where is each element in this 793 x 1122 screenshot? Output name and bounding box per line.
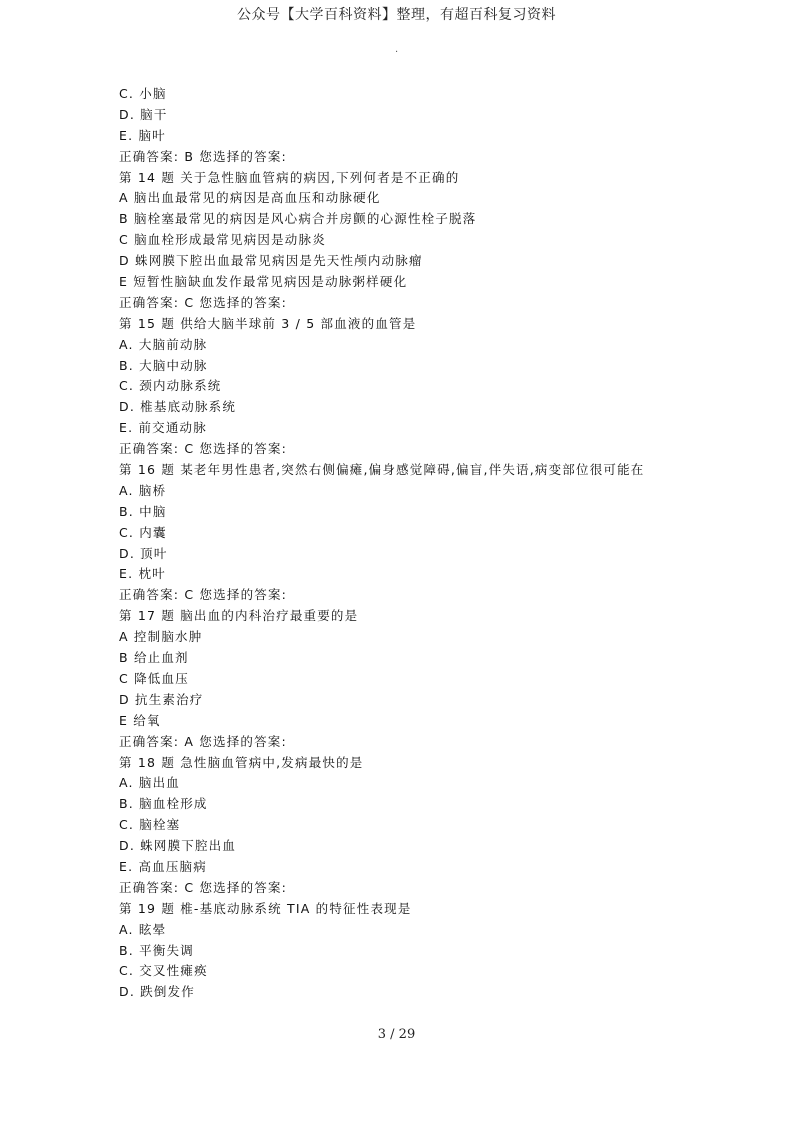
text-line: 正确答案: C 您选择的答案: — [119, 441, 288, 457]
text-line: 第 16 题 某老年男性患者,突然右侧偏瘫,偏身感觉障碍,偏盲,伴失语,病变部位很可能在 — [119, 462, 645, 478]
text-line: B 给止血剂 — [119, 650, 189, 666]
text-line: D. 跌倒发作 — [119, 984, 195, 1000]
text-line: A 脑出血最常见的病因是高血压和动脉硬化 — [119, 190, 381, 206]
text-line: A. 脑桥 — [119, 482, 167, 498]
text-line: 正确答案: C 您选择的答案: — [119, 587, 288, 603]
text-line: D 蛛网膜下腔出血最常见病因是先天性颅内动脉瘤 — [119, 253, 423, 269]
text-line: E. 脑叶 — [119, 127, 166, 143]
text-line: A. 眩晕 — [119, 921, 167, 937]
text-line: E. 高血压脑病 — [119, 858, 207, 874]
text-line: C. 脑栓塞 — [119, 817, 181, 833]
text-line: B. 脑血栓形成 — [119, 796, 208, 812]
text-line: 第 14 题 关于急性脑血管病的病因,下列何者是不正确的 — [119, 169, 460, 185]
text-line: B. 平衡失调 — [119, 942, 194, 958]
text-line: 正确答案: C 您选择的答案: — [119, 879, 288, 895]
page-content — [119, 84, 719, 1003]
text-line: C. 交叉性瘫痪 — [119, 963, 208, 979]
text-line: B 脑栓塞最常见的病因是风心病合并房颤的心源性栓子脱落 — [119, 211, 477, 227]
text-line: A 控制脑水肿 — [119, 629, 203, 645]
text-line: B. 中脑 — [119, 503, 167, 519]
text-line: D. 蛛网膜下腔出血 — [119, 838, 237, 854]
text-line: 第 15 题 供给大脑半球前 3 / 5 部血液的血管是 — [119, 315, 417, 331]
text-line: C. 小脑 — [119, 86, 167, 101]
page-number: 3 / 29 — [377, 1027, 416, 1042]
text-line: E 给氧 — [119, 712, 161, 728]
text-line: 正确答案: A 您选择的答案: — [119, 733, 287, 749]
text-line: 第 18 题 急性脑血管病中,发病最快的是 — [119, 754, 364, 770]
text-line: C. 颈内动脉系统 — [119, 378, 222, 394]
text-line: D 抗生素治疗 — [119, 691, 204, 707]
text-line: D. 脑干 — [119, 106, 168, 122]
text-line: 正确答案: C 您选择的答案: — [119, 294, 288, 310]
text-line: A. 大脑前动脉 — [119, 336, 208, 352]
text-line: E. 枕叶 — [119, 566, 166, 582]
text-line: E. 前交通动脉 — [119, 420, 207, 436]
text-line: C 降低血压 — [119, 670, 189, 686]
text-line: B. 大脑中动脉 — [119, 357, 208, 373]
text-line: 第 17 题 脑出血的内科治疗最重要的是 — [119, 608, 359, 624]
text-line: 正确答案: B 您选择的答案: — [119, 148, 287, 164]
text-line: 第 19 题 椎-基底动脉系统 TIA 的特征性表现是 — [119, 900, 412, 916]
text-line: D. 顶叶 — [119, 545, 168, 561]
header-dot: . — [395, 44, 399, 55]
text-line: C 脑血栓形成最常见病因是动脉炎 — [119, 232, 326, 248]
text-line: C. 内囊 — [119, 524, 167, 540]
text-line: A. 脑出血 — [119, 775, 180, 791]
page-header: 公众号【大学百科资料】整理，有超百科复习资料 — [237, 7, 556, 23]
text-line: D. 椎基底动脉系统 — [119, 399, 237, 415]
text-line: E 短暂性脑缺血发作最常见病因是动脉粥样硬化 — [119, 274, 408, 290]
